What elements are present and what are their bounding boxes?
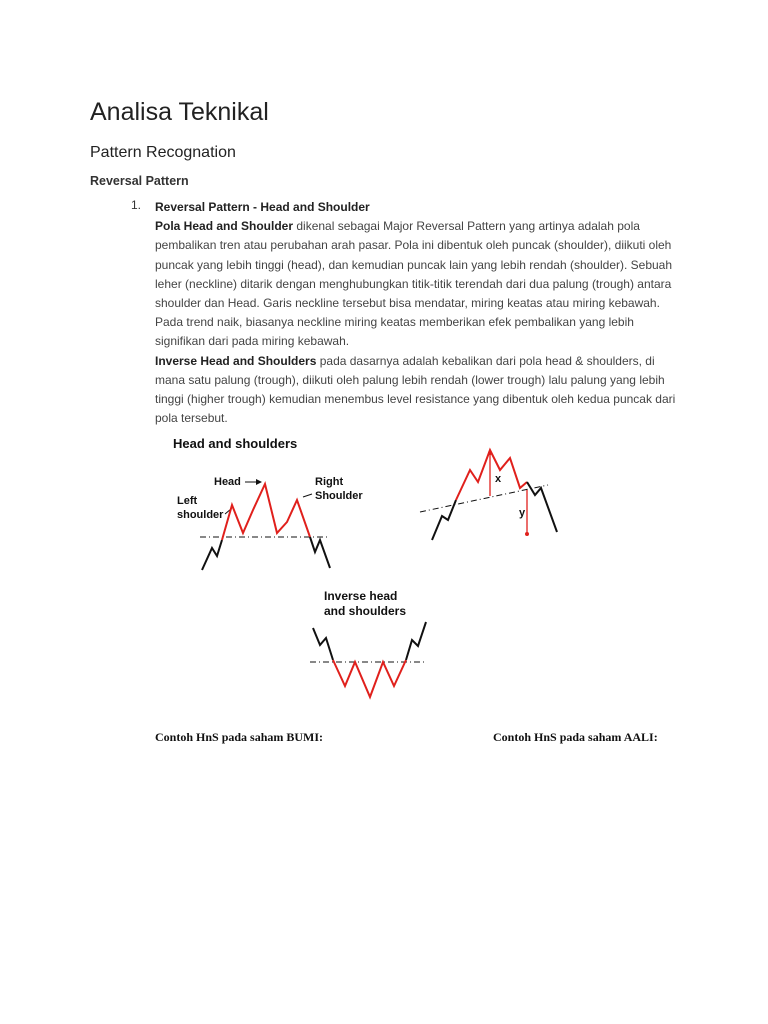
right-shoulder-arrow	[303, 494, 312, 497]
head-arrowhead	[256, 479, 262, 485]
section-heading: Reversal Pattern	[90, 174, 189, 188]
measure-pattern-line	[456, 450, 527, 500]
page-title: Analisa Teknikal	[90, 98, 269, 126]
measure-uptrend-line	[432, 500, 456, 540]
left-shoulder-label-1: Left	[177, 495, 198, 507]
left-shoulder-label-2: shoulder	[177, 509, 224, 521]
measure-y-bottom-dot	[525, 532, 529, 536]
page-subtitle: Pattern Recognation	[90, 144, 236, 161]
head-label: Head	[214, 476, 241, 488]
caption-bumi: Contoh HnS pada saham BUMI:	[155, 730, 324, 744]
hs-uptrend-line	[202, 540, 222, 570]
inverse-title-1: Inverse head	[324, 589, 398, 603]
measure-neckline	[420, 485, 548, 512]
inverse-uptrend-line	[406, 622, 426, 660]
hs-pattern-line	[222, 484, 310, 540]
paragraph-inverse-bold: Inverse Head and Shoulders	[155, 353, 317, 368]
inverse-downtrend-line	[313, 628, 333, 660]
measure-x-top-dot	[488, 451, 492, 455]
paragraph-hns-text: dikenal sebagai Major Reversal Pattern yang artinya adalah pola pembalikan tren atau perubahan arah pasar. Pola ini dibentuk oleh puncak (shoulder), diikuti oleh puncak yang lebih tinggi (head), dan kemudian puncak lain yang lebih rendah (shoulder). Sebuah leher (neckline) ditarik dengan menghubungkan titik-titik terendah dari dua palung (trough) antara shoulder dan Head. Garis neckline tersebut bisa mendatar, miring keatas atau miring kebawah. Pada trend naik, biasanya neckline miring keatas memberikan efek pembalikan yang lebih signifikan dari pada miring kebawah.	[155, 219, 673, 349]
measure-downtrend-line	[527, 482, 557, 532]
measure-x-label: x	[495, 473, 502, 485]
paragraph-hns-bold: Pola Head and Shoulder	[155, 219, 294, 234]
paragraph-inverse-text: pada dasarnya adalah kebalikan dari pola head & shoulders, di mana satu palung (trough), diikuti oleh palung lebih rendah (lower trough) lalu palung yang lebih tinggi (higher trough) kemudian menembus level resistance yang dibentuk oleh kedua puncak dari pola tersebut.	[155, 353, 676, 426]
hs-title: Head and shoulders	[173, 436, 298, 451]
measure-y-label: y	[519, 507, 526, 519]
inverse-pattern-line	[333, 660, 406, 697]
hs-downtrend-line	[310, 537, 330, 568]
item-title: Reversal Pattern - Head and Shoulder	[155, 200, 370, 214]
caption-aali: Contoh HnS pada saham AALI:	[493, 730, 658, 744]
right-shoulder-label-2: Shoulder	[315, 490, 363, 502]
right-shoulder-label-1: Right	[315, 476, 344, 488]
list-number: 1.	[131, 198, 142, 212]
inverse-title-2: and shoulders	[324, 604, 407, 618]
